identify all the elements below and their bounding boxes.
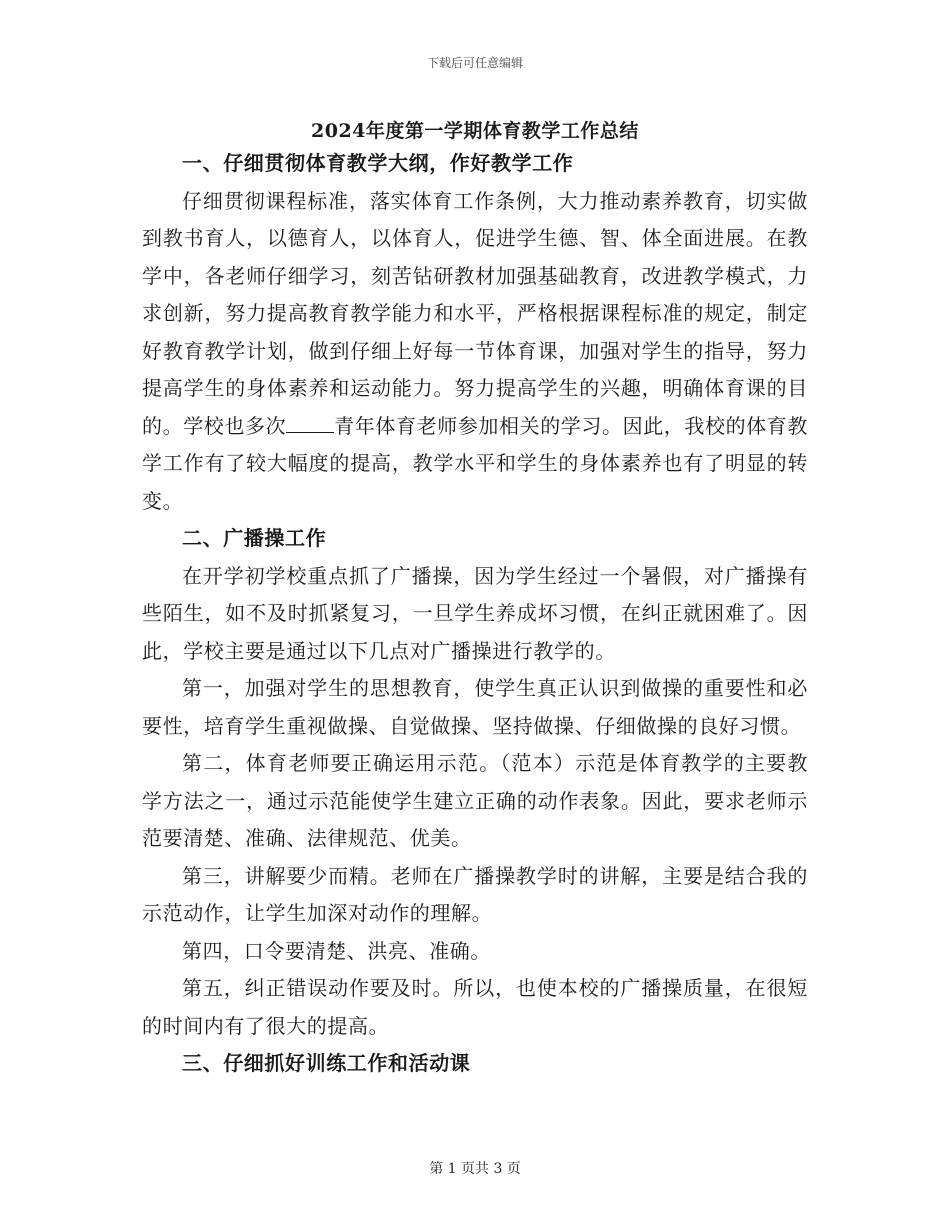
section-2-paragraph-6: 第五，纠正错误动作要及时。所以，也使本校的广播操质量，在很短的时间内有了很大的提高。 bbox=[142, 976, 808, 1038]
section-2-paragraph-2: 第一，加强对学生的思想教育，使学生真正认识到做操的重要性和必要性，培育学生重视做操、自觉做操、坚持做操、仔细做操的良好习惯。 bbox=[142, 676, 808, 738]
document-title: 2024年度第一学期体育教学工作总结 bbox=[311, 120, 639, 142]
section-2-paragraph-4: 第三，讲解要少而精。老师在广播操教学时的讲解，主要是结合我的示范动作，让学生加深对动作的理解。 bbox=[142, 863, 808, 925]
paragraph-text: 青年体育老师参加相关的学习。因此，我校的体育教学工作有了较大幅度的提高，教学水平和学生的身体素养也有了明显的转变。 bbox=[142, 413, 809, 513]
section-2-paragraph-5: 第四，口令要清楚、洪亮、准确。 bbox=[182, 938, 491, 963]
section-heading-3: 三、仔细抓好训练工作和活动课 bbox=[182, 1051, 471, 1075]
page-footer: 第 1 页共 3 页 bbox=[429, 1161, 521, 1177]
paragraph-text: 仔细贯彻课程标准，落实体育工作条例，大力推动素养教育，切实做到教书育人，以德育人，以体育人，促进学生德、智、体全面进展。在教学中，各老师仔细学习，刻苦钻研教材加强基础教育，改进教学模式，力求创新，努力提高教育教学能力和水平，严格根据课程标准的规定，制定好教育教学计划，做到仔细上好每一节体育课，加强对学生的指导，努力提高学生的身体素养和运动能力。努力提高学生的兴趣，明确体育课的目的。学校也多次 bbox=[142, 188, 808, 438]
header-note: 下载后可任意编辑 bbox=[426, 56, 523, 70]
section-2-paragraph-3: 第二，体育老师要正确运用示范。（范本）示范是体育教学的主要教学方法之一，通过示范能使学生建立正确的动作表象。因此，要求老师示范要清楚、准确、法律规范、优美。 bbox=[142, 751, 808, 850]
section-1-paragraph-1 bbox=[142, 183, 808, 521]
section-heading-2: 二、广播操工作 bbox=[182, 526, 327, 550]
fill-in-blank bbox=[286, 431, 334, 433]
section-2-paragraph-1: 在开学初学校重点抓了广播操，因为学生经过一个暑假，对广播操有些陌生，如不及时抓紧复习，一旦学生养成坏习惯，在纠正就困难了。因此，学校主要是通过以下几点对广播操进行教学的。 bbox=[142, 563, 808, 663]
section-heading-1: 一、仔细贯彻体育教学大纲，作好教学工作 bbox=[182, 151, 574, 175]
document-body bbox=[142, 145, 808, 1083]
